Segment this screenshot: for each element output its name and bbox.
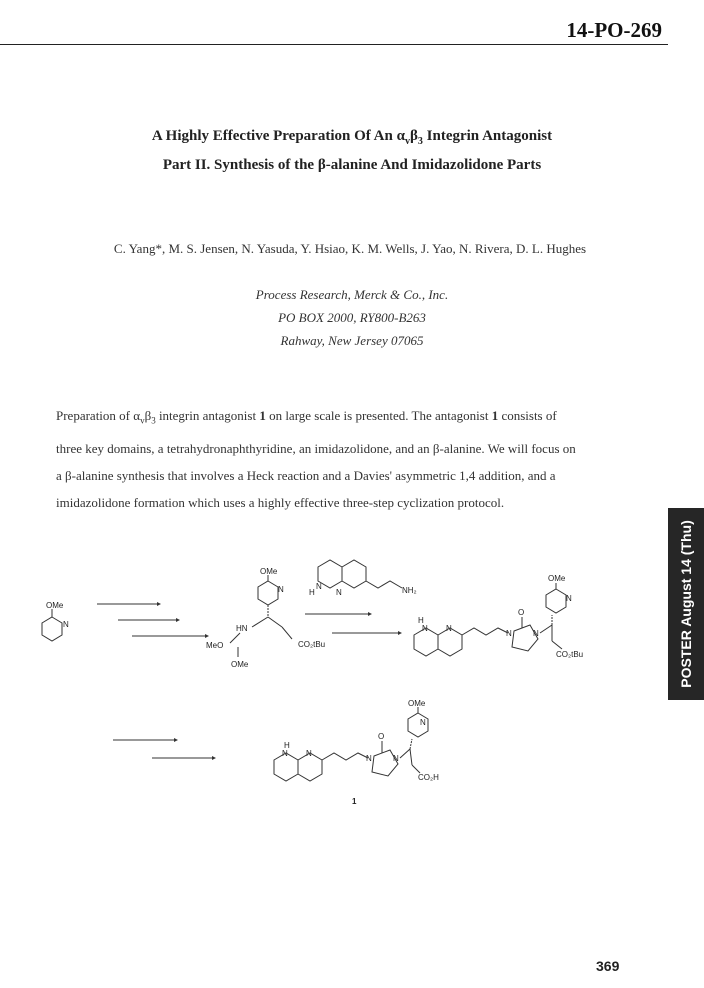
ome-label-start: OMe bbox=[46, 601, 64, 610]
n-label-start: N bbox=[63, 620, 69, 629]
poster-code: 14-PO-269 bbox=[566, 18, 662, 42]
h-label-final: H bbox=[284, 741, 290, 750]
ome-label-final: OMe bbox=[408, 699, 426, 708]
affiliation-line-2: PO BOX 2000, RY800-B263 bbox=[278, 310, 426, 325]
arrow-head-2 bbox=[176, 618, 180, 622]
affiliation-line-1: Process Research, Merck & Co., Inc. bbox=[255, 287, 449, 302]
n-label-final-1: N bbox=[282, 749, 288, 758]
title-line-2: Part II. Synthesis of the β-alanine And Imidazolidone Parts bbox=[162, 157, 542, 173]
methoxypyridine-structure bbox=[42, 601, 69, 641]
arrow-head-3 bbox=[205, 634, 209, 638]
n-label-reagent-2: N bbox=[336, 588, 342, 597]
h-label-int2: H bbox=[418, 616, 424, 625]
n-label-final-3: N bbox=[366, 754, 372, 763]
title-line-1: A Highly Effective Preparation Of An $\alpha_v\beta_3$ Integrin Antagonist bbox=[151, 128, 553, 147]
compound-number: 1 bbox=[352, 797, 357, 806]
nh2-label: NH₂ bbox=[402, 586, 417, 595]
naphthyridine-amine-reagent bbox=[309, 560, 417, 597]
poster-date-tab bbox=[668, 508, 704, 700]
ome-label-int2: OMe bbox=[548, 574, 566, 583]
n-label-int2-5: N bbox=[566, 594, 572, 603]
n-label-final-5: N bbox=[420, 718, 426, 727]
o-label-final: O bbox=[378, 732, 385, 741]
n-label-int2-2: N bbox=[446, 624, 452, 633]
imidazolone-ester-structure bbox=[414, 574, 583, 659]
page-number: 369 bbox=[596, 958, 620, 974]
ome-label-int1b: OMe bbox=[231, 660, 249, 669]
ome-label-int1: OMe bbox=[260, 567, 278, 576]
beta-amino-ester-structure bbox=[206, 567, 325, 669]
co2tbu-label-int2: CO₂tBu bbox=[556, 650, 584, 659]
arrow-head-5 bbox=[398, 631, 402, 635]
poster-date-label: POSTER August 14 (Thu) bbox=[678, 520, 694, 688]
affiliation-line-3: Rahway, New Jersey 07065 bbox=[280, 333, 424, 348]
n-label-int2-4: N bbox=[533, 629, 539, 638]
arrow-head-4 bbox=[368, 612, 372, 616]
co2h-label: CO₂H bbox=[418, 773, 439, 782]
o-label-int2: O bbox=[518, 608, 525, 617]
n-label-reagent-1: N bbox=[316, 582, 322, 591]
n-label-int1: N bbox=[278, 585, 284, 594]
co2tbu-label-int1: CO₂tBu bbox=[298, 640, 326, 649]
n-label-final-4: N bbox=[393, 754, 399, 763]
arrow-head-7 bbox=[212, 756, 216, 760]
reaction-scheme bbox=[0, 555, 668, 815]
n-label-int2-1: N bbox=[422, 624, 428, 633]
author-list: C. Yang*, M. S. Jensen, N. Yasuda, Y. Hsiao, K. M. Wells, J. Yao, N. Rivera, D. L. Hughes bbox=[113, 241, 587, 256]
n-label-int2-3: N bbox=[506, 629, 512, 638]
antagonist-1-structure bbox=[274, 699, 439, 782]
hn-label: HN bbox=[236, 624, 248, 633]
abstract-paragraph: Preparation of $\alpha_v\beta_3$ integrin antagonist 1 on large scale is presented. The antagonist 1 consists of three key domains, a tetrahydronaphthyridine, an imidazolidone, and an β-alanine. We will focus on a β-alanine synthesis that involves a Heck reaction and a Davies' asymmetric 1,4 addition, and a imidazolidone formation which uses a highly effective three-step cyclization protocol. bbox=[56, 408, 576, 510]
meo-label: MeO bbox=[206, 641, 224, 650]
arrow-head-6 bbox=[174, 738, 178, 742]
arrow-head-1 bbox=[157, 602, 161, 606]
header-rule bbox=[0, 44, 668, 45]
h-label-reagent: H bbox=[309, 588, 315, 597]
n-label-final-2: N bbox=[306, 749, 312, 758]
